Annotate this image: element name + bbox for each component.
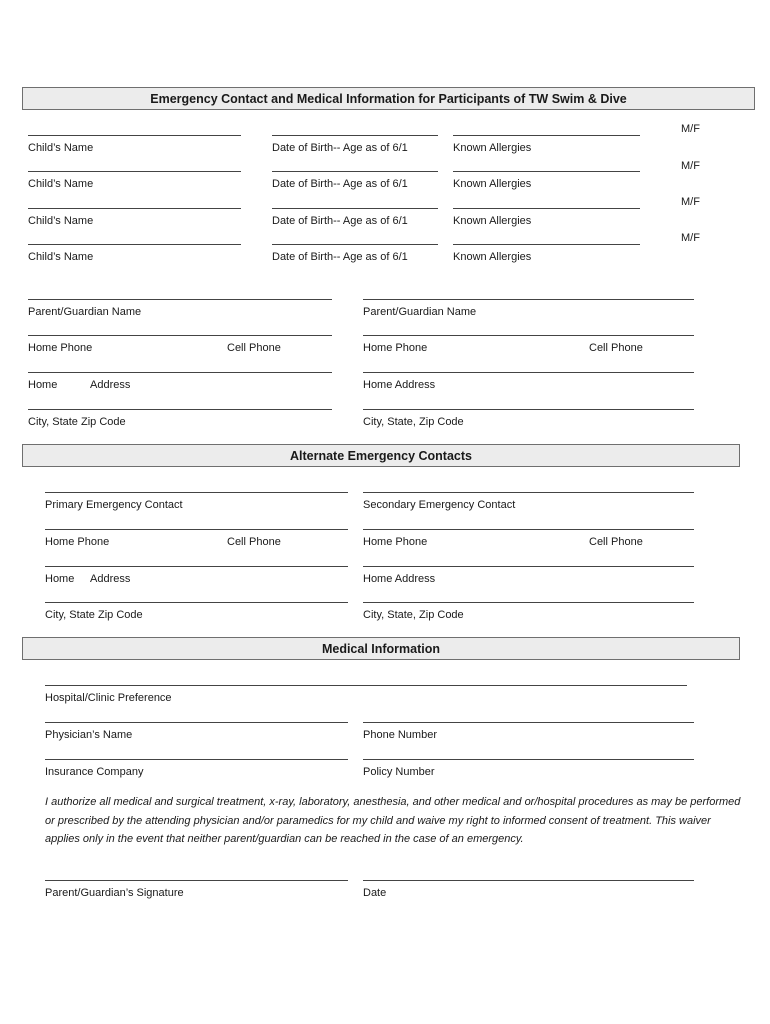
parent1-address-home-label: Home	[28, 379, 58, 391]
policy-label: Policy Number	[363, 766, 435, 778]
form-title: Emergency Contact and Medical Information for Participants of TW Swim & Dive	[150, 91, 627, 106]
secondary-address-label: Home Address	[363, 573, 436, 585]
parent1-name-label: Parent/Guardian Name	[28, 306, 142, 318]
child-dob-label: Date of Birth-- Age as of 6/1	[272, 251, 408, 263]
physician-phone-label: Phone Number	[363, 729, 437, 741]
primary-contact-field[interactable]	[45, 492, 348, 493]
secondary-address-field[interactable]	[363, 566, 694, 567]
medical-info-title: Medical Information	[321, 641, 441, 656]
child-dob-field[interactable]	[272, 208, 438, 209]
secondary-phone-field[interactable]	[363, 529, 694, 530]
date-field[interactable]	[363, 880, 694, 881]
parent2-city-label: City, State, Zip Code	[363, 416, 464, 428]
child-dob-field[interactable]	[272, 244, 438, 245]
child-allergies-label: Known Allergies	[453, 215, 532, 227]
primary-city-label: City, State Zip Code	[45, 609, 143, 621]
child-allergies-field[interactable]	[453, 135, 640, 136]
secondary-city-label: City, State, Zip Code	[363, 609, 464, 621]
signature-label: Parent/Guardian’s Signature	[45, 887, 184, 899]
child-name-field[interactable]	[28, 244, 241, 245]
child-name-field[interactable]	[28, 135, 241, 136]
parent1-address-label: Address	[90, 379, 131, 391]
secondary-home-phone-label: Home Phone	[363, 536, 428, 548]
form-title-banner	[22, 87, 755, 110]
child-name-field[interactable]	[28, 208, 241, 209]
parent1-cell-phone-label: Cell Phone	[227, 342, 281, 354]
parent1-city-field[interactable]	[28, 409, 332, 410]
child-name-label: Child’s Name	[28, 215, 94, 227]
child-sex-field[interactable]: M/F	[681, 123, 700, 135]
hospital-field[interactable]	[45, 685, 687, 686]
child-dob-field[interactable]	[272, 135, 438, 136]
primary-phone-field[interactable]	[45, 529, 348, 530]
policy-field[interactable]	[363, 759, 694, 760]
child-allergies-field[interactable]	[453, 208, 640, 209]
signature-field[interactable]	[45, 880, 348, 881]
insurance-field[interactable]	[45, 759, 348, 760]
child-allergies-field[interactable]	[453, 171, 640, 172]
parent2-address-field[interactable]	[363, 372, 694, 373]
child-name-label: Child’s Name	[28, 251, 94, 263]
parent2-name-field[interactable]	[363, 299, 694, 300]
secondary-city-field[interactable]	[363, 602, 694, 603]
hospital-label: Hospital/Clinic Preference	[45, 692, 172, 704]
alternate-contacts-banner	[22, 444, 740, 467]
secondary-contact-field[interactable]	[363, 492, 694, 493]
date-label: Date	[363, 887, 387, 899]
parent2-name-label: Parent/Guardian Name	[363, 306, 477, 318]
primary-city-field[interactable]	[45, 602, 348, 603]
child-allergies-label: Known Allergies	[453, 178, 532, 190]
child-dob-label: Date of Birth-- Age as of 6/1	[272, 215, 408, 227]
child-allergies-label: Known Allergies	[453, 142, 532, 154]
child-name-field[interactable]	[28, 171, 241, 172]
primary-home-phone-label: Home Phone	[45, 536, 110, 548]
child-dob-label: Date of Birth-- Age as of 6/1	[272, 142, 408, 154]
child-sex-field[interactable]: M/F	[681, 232, 700, 244]
medical-info-banner	[22, 637, 740, 660]
physician-label: Physician’s Name	[45, 729, 133, 741]
parent1-name-field[interactable]	[28, 299, 332, 300]
parent2-city-field[interactable]	[363, 409, 694, 410]
child-sex-field[interactable]: M/F	[681, 196, 700, 208]
primary-contact-label: Primary Emergency Contact	[45, 499, 183, 511]
child-allergies-label: Known Allergies	[453, 251, 532, 263]
parent2-home-phone-label: Home Phone	[363, 342, 428, 354]
child-name-label: Child’s Name	[28, 178, 94, 190]
parent2-address-label: Home Address	[363, 379, 436, 391]
secondary-contact-label: Secondary Emergency Contact	[363, 499, 516, 511]
child-allergies-field[interactable]	[453, 244, 640, 245]
parent2-cell-phone-label: Cell Phone	[589, 342, 643, 354]
physician-field[interactable]	[45, 722, 348, 723]
parent1-address-field[interactable]	[28, 372, 332, 373]
child-dob-field[interactable]	[272, 171, 438, 172]
parent1-home-phone-label: Home Phone	[28, 342, 93, 354]
insurance-label: Insurance Company	[45, 766, 144, 778]
secondary-cell-phone-label: Cell Phone	[589, 536, 643, 548]
parent1-city-label: City, State Zip Code	[28, 416, 126, 428]
parent1-phone-field[interactable]	[28, 335, 332, 336]
child-name-label: Child’s Name	[28, 142, 94, 154]
authorization-text: I authorize all medical and surgical treatment, x-ray, laboratory, anesthesia, and other medical and or/hospital procedures as may be performed or prescribed by the attending physician and/or paramedics for my child and waive my right to informed consent of treatment. This waiver applies only in the event that neither parent/guardian can be reached in the case of an emergency.	[45, 796, 741, 845]
child-sex-field[interactable]: M/F	[681, 160, 700, 172]
primary-address-field[interactable]	[45, 566, 348, 567]
primary-address-home-label: Home	[45, 573, 75, 585]
child-dob-label: Date of Birth-- Age as of 6/1	[272, 178, 408, 190]
parent2-phone-field[interactable]	[363, 335, 694, 336]
alternate-contacts-title: Alternate Emergency Contacts	[289, 448, 472, 463]
primary-address-label: Address	[90, 573, 131, 585]
physician-phone-field[interactable]	[363, 722, 694, 723]
primary-cell-phone-label: Cell Phone	[227, 536, 281, 548]
